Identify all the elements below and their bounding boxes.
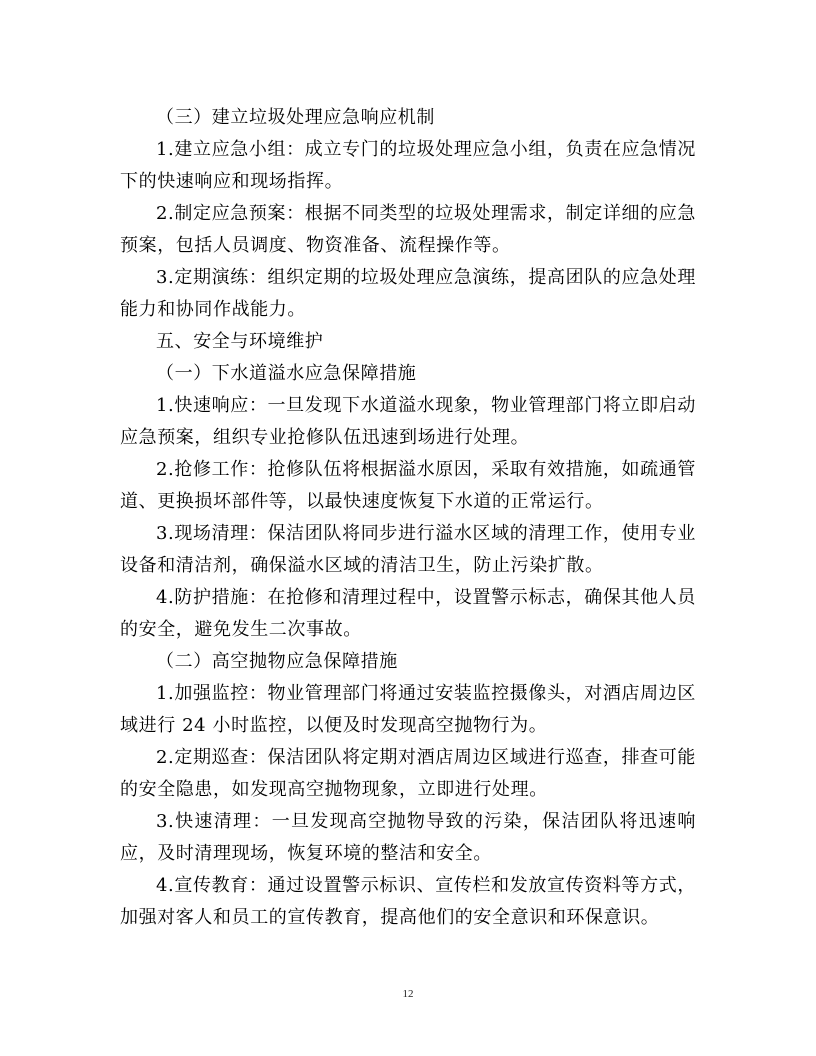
paragraph-publicity-education: 4.宣传教育：通过设置警示标识、宣传栏和发放宣传资料等方式，加强对客人和员工的宣传教育，提高他们的安全意识和环保意识。 <box>120 875 696 928</box>
section-heading-safety-environment: 五、安全与环境维护 <box>156 331 324 352</box>
paragraph-quick-response: 1.快速响应：一旦发现下水道溢水现象，物业管理部门将立即启动应急预案，组织专业抢修队伍迅速到场进行处理。 <box>120 395 696 448</box>
paragraph-repair-work: 2.抢修工作：抢修队伍将根据溢水原因，采取有效措施，如疏通管道、更换损坏部件等，以最快速度恢复下水道的正常运行。 <box>120 459 696 512</box>
subsection-heading-falling-objects: （二）高空抛物应急保障措施 <box>156 651 398 672</box>
paragraph-protective-measures: 4.防护措施：在抢修和清理过程中，设置警示标志，确保其他人员的安全，避免发生二次事故。 <box>120 587 696 640</box>
paragraph-emergency-team: 1.建立应急小组：成立专门的垃圾处理应急小组，负责在应急情况下的快速响应和现场指挥。 <box>120 139 696 192</box>
subsection-heading-sewer-overflow: （一）下水道溢水应急保障措施 <box>156 363 417 384</box>
paragraph-regular-patrol: 2.定期巡查：保洁团队将定期对酒店周边区域进行巡查，排查可能的安全隐患，如发现高空抛物现象，立即进行处理。 <box>120 747 696 800</box>
paragraph-quick-cleanup: 3.快速清理：一旦发现高空抛物导致的污染，保洁团队将迅速响应，及时清理现场，恢复环境的整洁和安全。 <box>120 811 696 864</box>
paragraph-regular-drills: 3.定期演练：组织定期的垃圾处理应急演练，提高团队的应急处理能力和协同作战能力。 <box>120 267 696 320</box>
subsection-heading-garbage-emergency-mechanism: （三）建立垃圾处理应急响应机制 <box>156 107 435 128</box>
paragraph-emergency-plan: 2.制定应急预案：根据不同类型的垃圾处理需求，制定详细的应急预案，包括人员调度、物资准备、流程操作等。 <box>120 203 696 256</box>
paragraph-site-cleanup: 3.现场清理：保洁团队将同步进行溢水区域的清理工作，使用专业设备和清洁剂，确保溢水区域的清洁卫生，防止污染扩散。 <box>120 523 696 576</box>
page-number: 12 <box>402 988 414 1000</box>
paragraph-strengthen-monitoring: 1.加强监控：物业管理部门将通过安装监控摄像头，对酒店周边区域进行 24 小时监控，以便及时发现高空抛物行为。 <box>120 683 696 736</box>
document-body <box>120 102 696 934</box>
